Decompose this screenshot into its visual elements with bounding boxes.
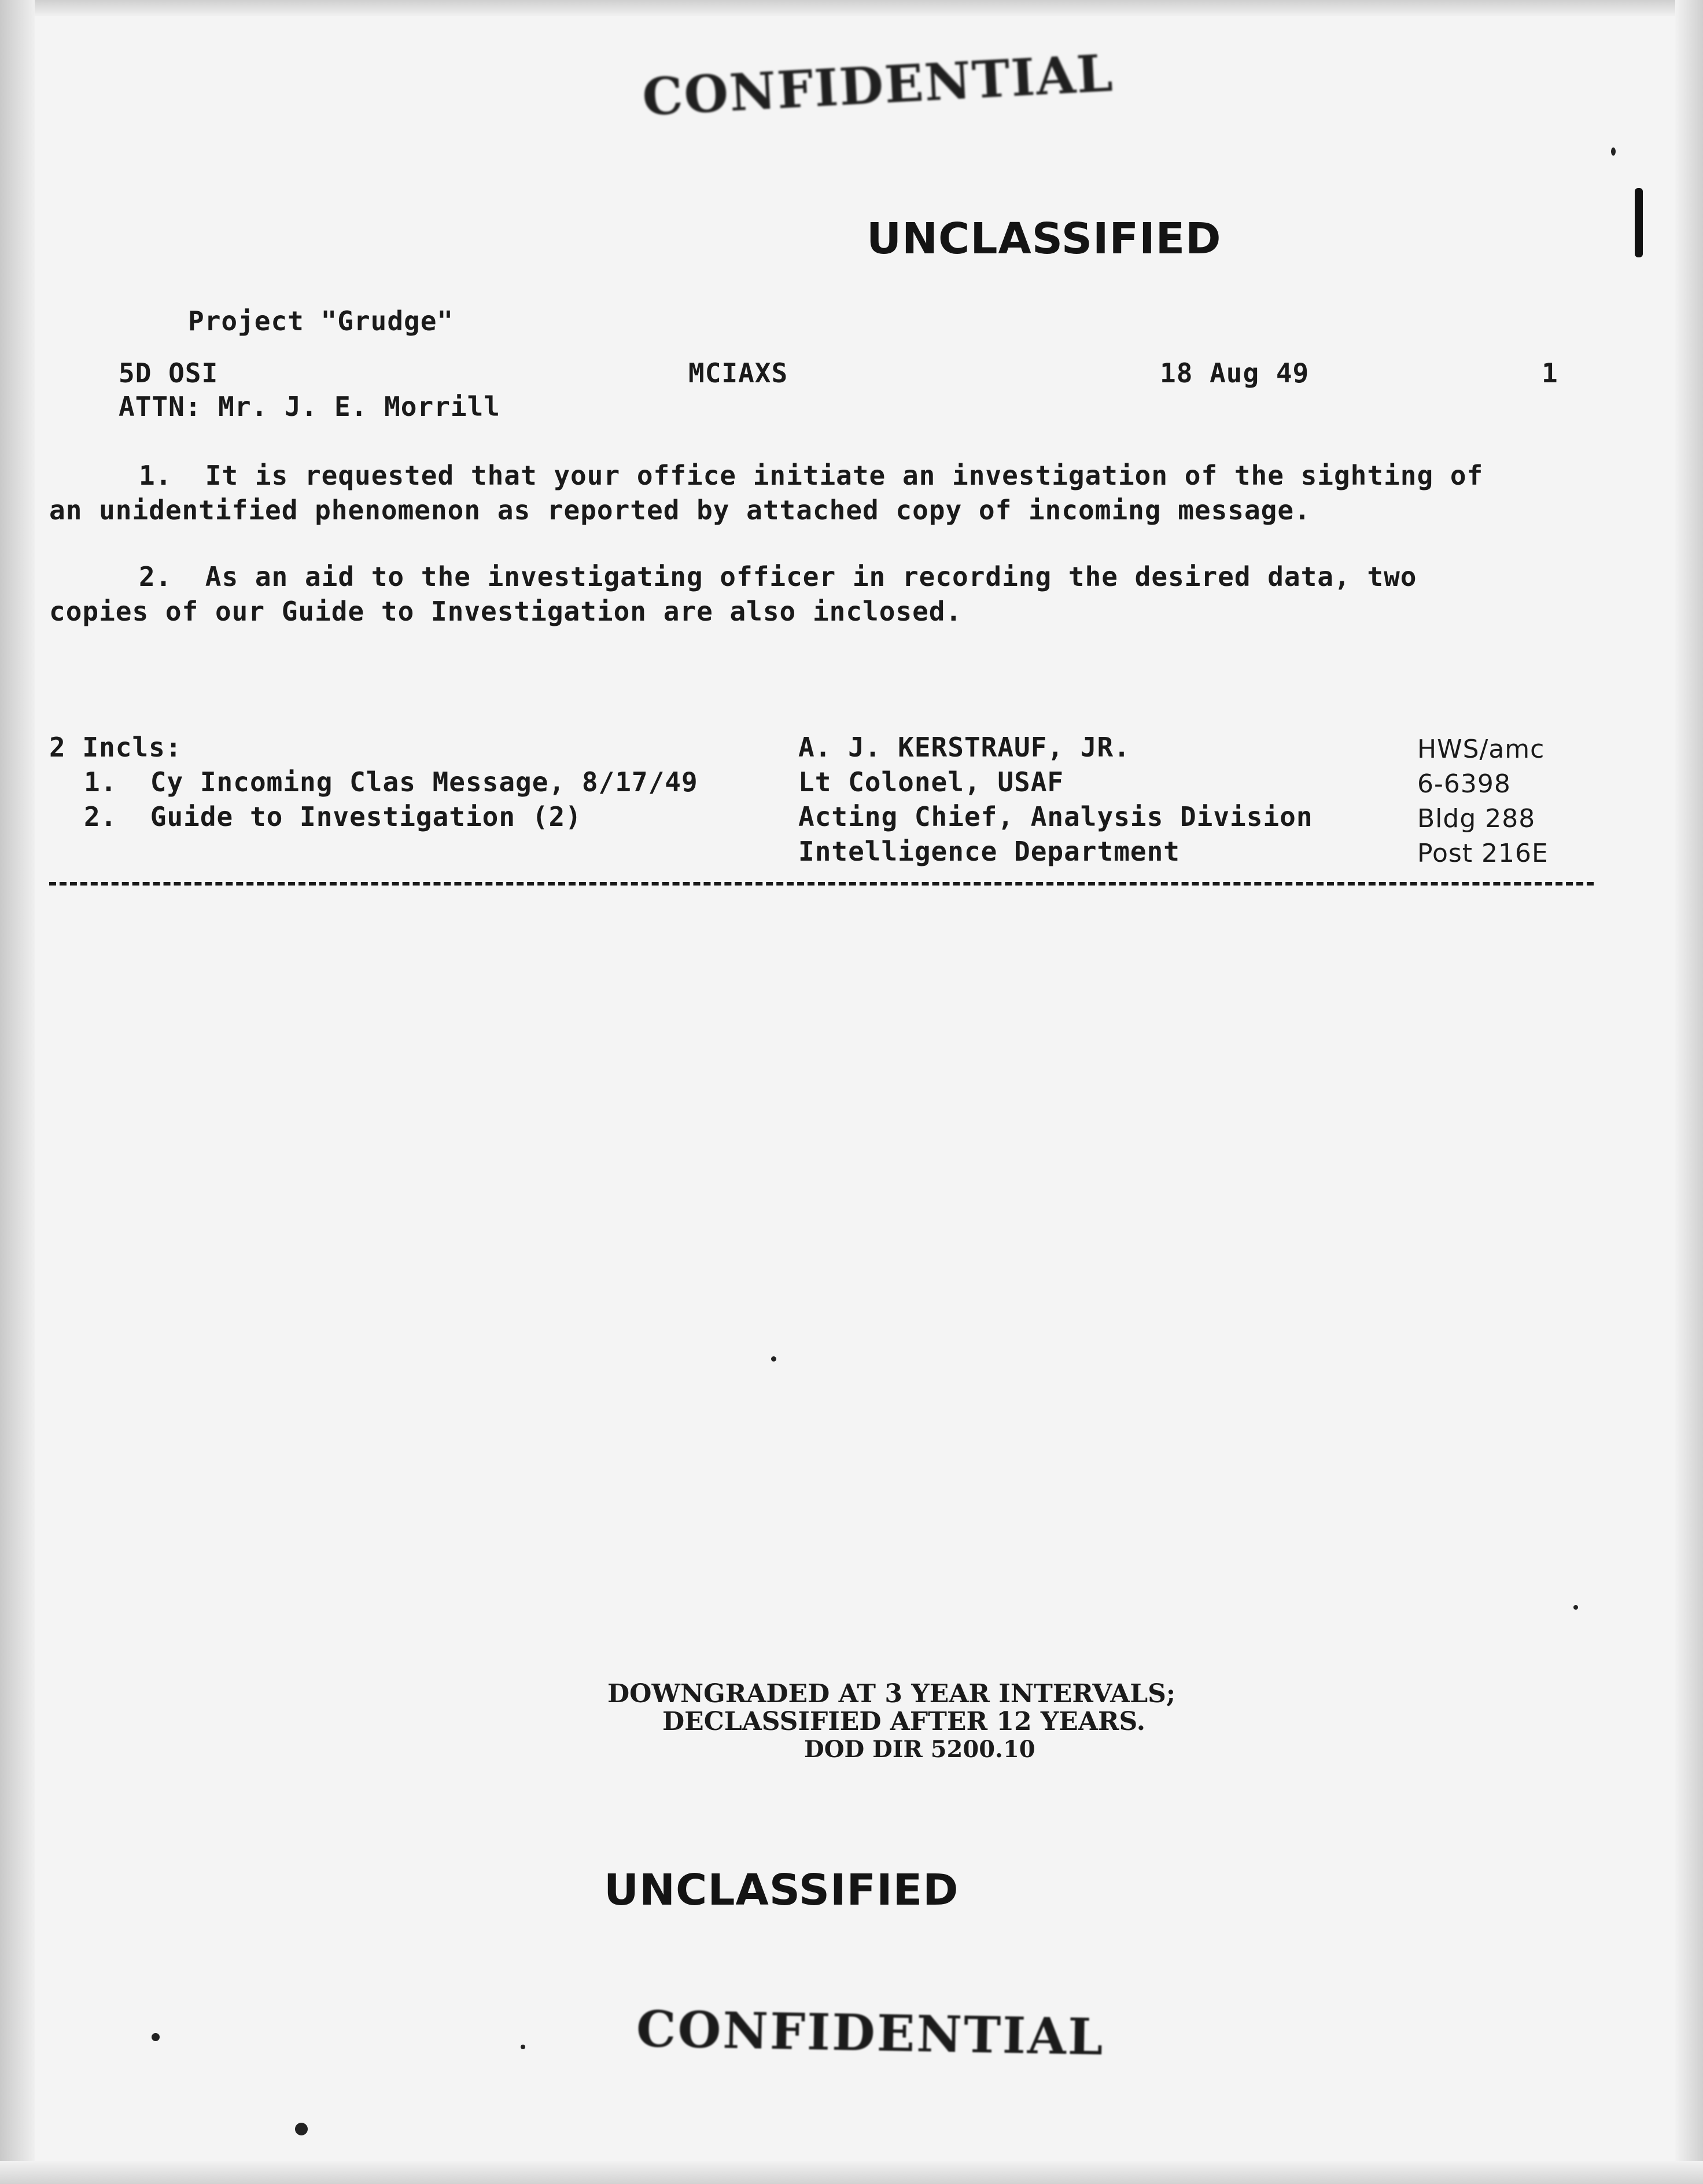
office-symbol: MCIAXS xyxy=(688,357,788,389)
speck xyxy=(1611,147,1616,156)
downgrade-line-2: DECLASSIFIED AFTER 12 YEARS. xyxy=(662,1707,1146,1736)
speck xyxy=(771,1356,776,1362)
reference-phone: 6-6398 xyxy=(1417,769,1511,799)
dashed-separator xyxy=(49,882,1594,886)
letter-date: 18 Aug 49 xyxy=(1160,357,1310,389)
inclosure-item: 2. Guide to Investigation (2) xyxy=(84,801,582,832)
reference-initials: HWS/amc xyxy=(1417,735,1545,764)
paragraph-2-line-2: copies of our Guide to Investigation are also inclosed. xyxy=(49,596,963,627)
reference-building: Bldg 288 xyxy=(1417,804,1536,833)
paragraph-1-line-2: an unidentified phenomenon as reported by attached copy of incoming message. xyxy=(49,495,1311,526)
speck xyxy=(152,2033,160,2041)
page-number: 1 xyxy=(1542,357,1558,389)
speck xyxy=(1573,1605,1578,1610)
scan-edge-left xyxy=(0,0,35,2184)
scan-mark xyxy=(1635,188,1643,257)
addressee: 5D OSI xyxy=(119,357,219,389)
confidential-stamp-bottom: CONFIDENTIAL xyxy=(636,1999,1105,2067)
paragraph-2-line-1: 2. As an aid to the investigating officer in recording the desired data, two xyxy=(139,561,1417,592)
unclassified-stamp-bottom: UNCLASSIFIED xyxy=(604,1865,959,1915)
downgrade-line-3: DOD DIR 5200.10 xyxy=(804,1736,1035,1763)
confidential-stamp-top: CONFIDENTIAL xyxy=(640,42,1115,128)
speck xyxy=(521,2045,525,2049)
unclassified-stamp-top: UNCLASSIFIED xyxy=(867,214,1222,264)
reference-post: Post 216E xyxy=(1417,839,1549,868)
inclosures-heading: 2 Incls: xyxy=(49,732,182,763)
project-name: Project "Grudge" xyxy=(188,305,454,337)
downgrade-line-1: DOWNGRADED AT 3 YEAR INTERVALS; xyxy=(607,1679,1176,1709)
scan-edge-top xyxy=(0,0,1703,16)
signer-department: Intelligence Department xyxy=(798,836,1180,867)
scan-edge-right xyxy=(1675,0,1703,2184)
scan-edge-bottom xyxy=(0,2161,1703,2184)
inclosure-item: 1. Cy Incoming Clas Message, 8/17/49 xyxy=(84,766,698,798)
signer-name: A. J. KERSTRAUF, JR. xyxy=(798,732,1130,763)
downgrade-stamp xyxy=(607,1680,1244,1764)
signer-rank: Lt Colonel, USAF xyxy=(798,766,1064,798)
signer-title: Acting Chief, Analysis Division xyxy=(798,801,1313,832)
speck xyxy=(295,2123,308,2135)
paragraph-1-line-1: 1. It is requested that your office initiate an investigation of the sighting of xyxy=(139,460,1484,491)
attention-line: ATTN: Mr. J. E. Morrill xyxy=(119,391,500,422)
